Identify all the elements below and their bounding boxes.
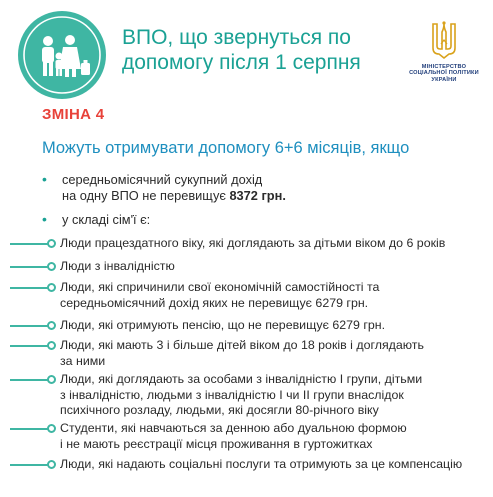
- connector-line: [10, 243, 50, 245]
- ministry-name: [404, 64, 484, 83]
- header: [0, 0, 493, 98]
- trident-emblem-icon: [429, 20, 459, 60]
- section-label: ЗМІНА 4: [42, 106, 105, 123]
- bullet-dot-icon: •: [42, 171, 47, 187]
- list-item-text: Люди працездатного віку, які доглядають за дітьми віком до 6 років: [60, 236, 446, 250]
- ministry-logo: [404, 20, 484, 83]
- title-line-2: допомогу після 1 серпня: [122, 51, 361, 74]
- connector-line: [10, 428, 50, 430]
- list-node-icon: [47, 262, 56, 271]
- title-line-1: ВПО, що звернуться по: [122, 26, 351, 49]
- connector-line: [10, 287, 50, 289]
- list-node-icon: [47, 375, 56, 384]
- ministry-line-3: УКРАЇНИ: [431, 76, 457, 83]
- connector-line: [10, 266, 50, 268]
- bullet-line-1: середньомісячний сукупний дохід: [62, 172, 263, 187]
- list-node-icon: [47, 239, 56, 248]
- bullet-family: [42, 212, 150, 228]
- bullet-family-text: у складі сім'ї є:: [62, 212, 151, 227]
- bullet-line-2: [62, 188, 286, 204]
- list-node-icon: [47, 341, 56, 350]
- connector-line: [10, 325, 50, 327]
- family-icon: [18, 11, 106, 99]
- connector-line: [10, 379, 50, 381]
- ministry-line-1: МІНІСТЕРСТВО: [421, 64, 467, 70]
- list-item-text: Студенти, які навчаються за денною або дуальною формою і не мають реєстрації місця проживання в гуртожитках: [60, 421, 407, 451]
- list-item-text: Люди, які отримують пенсію, що не перевищує 6279 грн.: [60, 318, 386, 332]
- list-item-text: Люди, які мають 3 і більше дітей віком до 18 років і доглядають за ними: [60, 338, 424, 368]
- list-item-text: Люди, які спричинили свої економічній самостійності та середньомісячний дохід яких не перевищує 6279 грн.: [60, 280, 380, 310]
- ministry-line-2: СОЦІАЛЬНОЇ ПОЛІТИКИ: [409, 70, 479, 77]
- income-threshold: 8372 грн.: [229, 187, 286, 203]
- connector-line: [10, 464, 50, 466]
- page-title: [122, 25, 382, 75]
- list-node-icon: [47, 321, 56, 330]
- list-node-icon: [47, 283, 56, 292]
- list-node-icon: [47, 460, 56, 469]
- bullet-income: [42, 172, 286, 203]
- bullet-line-2-text: на одну ВПО не перевищує: [62, 187, 230, 203]
- list-item-text: Люди, які доглядають за особами з інвалідністю І групи, дітьми з інвалідністю, людьми з інвалідністю І чи ІІ групи внаслідок психічного розладу, людьми, які досягли 80-річного віку: [60, 372, 423, 417]
- subtitle: Можуть отримувати допомогу 6+6 місяців, якщо: [42, 139, 410, 157]
- bullet-dot-icon: •: [42, 211, 47, 227]
- list-item-text: Люди, які надають соціальні послуги та отримують за це компенсацію: [60, 457, 463, 471]
- list-item-text: Люди з інвалідністю: [60, 259, 175, 273]
- list-node-icon: [47, 424, 56, 433]
- connector-line: [10, 345, 50, 347]
